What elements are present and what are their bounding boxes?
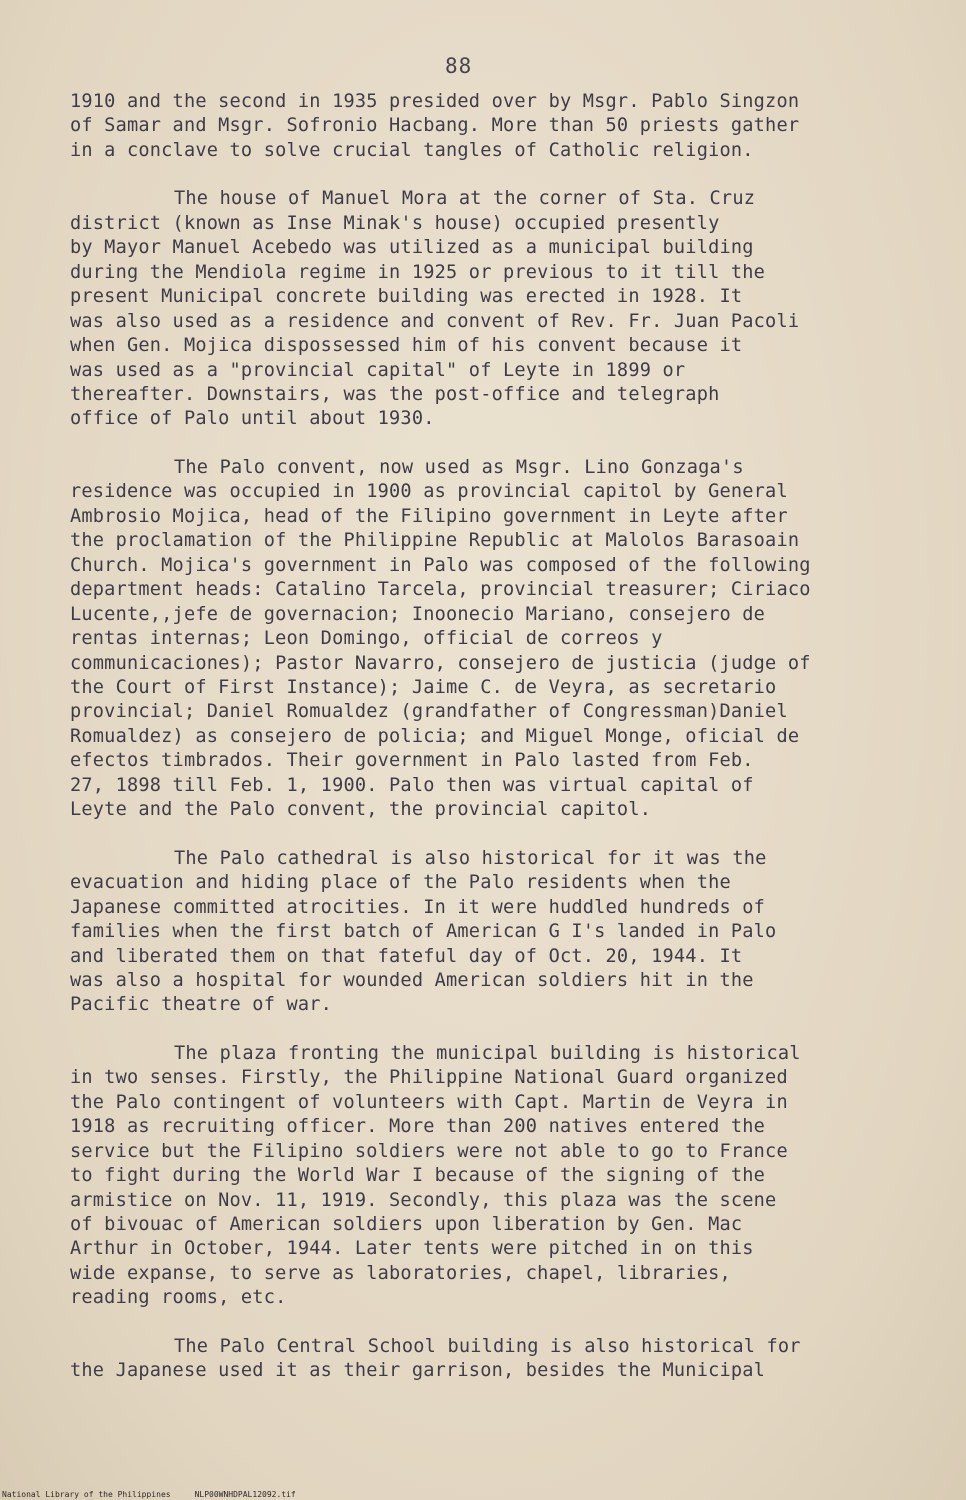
text-line: reading rooms, etc. xyxy=(70,1287,287,1309)
text-line: of bivouac of American soldiers upon liberation by Gen. Mac xyxy=(70,1214,743,1236)
text-line: present Municipal concrete building was erected in 1928. It xyxy=(70,286,743,308)
text-line: Lucente,,jefe de governacion; Inoonecio Mariano, consejero de xyxy=(70,603,766,625)
document-body xyxy=(70,90,900,1408)
text-line: residence was occupied in 1900 as provincial capitol by General xyxy=(70,481,788,503)
text-line: The Palo Central School building is also historical for xyxy=(174,1335,801,1357)
text-line: district (known as Inse Minak's house) occupied presently xyxy=(70,212,720,234)
text-line: armistice on Nov. 11, 1919. Secondly, this plaza was the scene xyxy=(70,1189,777,1211)
text-line: and liberated them on that fateful day of Oct. 20, 1944. It xyxy=(70,945,743,967)
text-line: The plaza fronting the municipal building is historical xyxy=(174,1042,801,1064)
text-line: the Japanese used it as their garrison, besides the Municipal xyxy=(70,1360,766,1382)
text-line: efectos timbrados. Their government in Palo lasted from Feb. xyxy=(70,750,754,772)
text-line: of Samar and Msgr. Sofronio Hacbang. More than 50 priests gather xyxy=(70,115,800,137)
paragraph xyxy=(70,1042,900,1311)
text-line: was also a hospital for wounded American soldiers hit in the xyxy=(70,969,754,991)
text-line: Arthur in October, 1944. Later tents were pitched in on this xyxy=(70,1238,754,1260)
text-line: service but the Filipino soldiers were not able to go to France xyxy=(70,1140,788,1162)
paragraph xyxy=(70,1335,900,1384)
text-line: to fight during the World War I because of the signing of the xyxy=(70,1165,766,1187)
text-line: was used as a "provincial capital" of Leyte in 1899 or xyxy=(70,359,686,381)
text-line: when Gen. Mojica dispossessed him of his convent because it xyxy=(70,335,743,357)
text-line: by Mayor Manuel Acebedo was utilized as a municipal building xyxy=(70,237,754,259)
text-line: during the Mendiola regime in 1925 or previous to it till the xyxy=(70,261,766,283)
text-line: 1918 as recruiting officer. More than 200 natives entered the xyxy=(70,1116,766,1138)
text-line: 1910 and the second in 1935 presided over by Msgr. Pablo Singzon xyxy=(70,91,800,112)
text-line: communicaciones); Pastor Navarro, consejero de justicia (judge of xyxy=(70,652,811,674)
text-line: The Palo convent, now used as Msgr. Lino Gonzaga's xyxy=(174,456,744,478)
text-line: Romualdez) as consejero de policia; and Miguel Monge, oficial de xyxy=(70,725,800,747)
text-line: the Court of First Instance); Jaime C. de Veyra, as secretario xyxy=(70,676,777,698)
text-line: office of Palo until about 1930. xyxy=(70,408,435,430)
text-line: Church. Mojica's government in Palo was composed of the following xyxy=(70,554,811,576)
text-line: Leyte and the Palo convent, the provincial capitol. xyxy=(70,799,652,821)
paragraph xyxy=(70,90,900,163)
text-line: Japanese committed atrocities. In it were huddled hundreds of xyxy=(70,896,766,918)
text-line: The house of Manuel Mora at the corner of Sta. Cruz xyxy=(174,188,756,210)
footer-filename: NLP00WNHDPAL12092.tif xyxy=(194,1490,296,1499)
text-line: Pacific theatre of war. xyxy=(70,994,333,1016)
text-line: Ambrosio Mojica, head of the Filipino government in Leyte after xyxy=(70,505,788,527)
text-line: wide expanse, to serve as laboratories, chapel, libraries, xyxy=(70,1262,731,1284)
page-number: 88 xyxy=(445,54,473,78)
text-line: department heads: Catalino Tarcela, provincial treasurer; Ciriaco xyxy=(70,579,811,601)
text-line: thereafter. Downstairs, was the post-office and telegraph xyxy=(70,383,720,405)
text-line: was also used as a residence and convent of Rev. Fr. Juan Pacoli xyxy=(70,310,800,332)
text-line: evacuation and hiding place of the Palo residents when the xyxy=(70,872,731,894)
paragraph xyxy=(70,847,900,1018)
paragraph xyxy=(70,187,900,432)
text-line: rentas internas; Leon Domingo, official de correos y xyxy=(70,628,663,650)
paragraph xyxy=(70,456,900,823)
text-line: in a conclave to solve crucial tangles of Catholic religion. xyxy=(70,139,754,161)
text-line: families when the first batch of American G I's landed in Palo xyxy=(70,921,777,943)
text-line: in two senses. Firstly, the Philippine National Guard organized xyxy=(70,1067,788,1089)
text-line: the Palo contingent of volunteers with Capt. Martin de Veyra in xyxy=(70,1091,788,1113)
text-line: the proclamation of the Philippine Republic at Malolos Barasoain xyxy=(70,530,800,552)
text-line: The Palo cathedral is also historical for it was the xyxy=(174,847,767,869)
text-line: 27, 1898 till Feb. 1, 1900. Palo then was virtual capital of xyxy=(70,774,754,796)
text-line: provincial; Daniel Romualdez (grandfather of Congressman)Daniel xyxy=(70,701,788,723)
scan-footer xyxy=(2,1490,296,1499)
footer-library: National Library of the Philippines xyxy=(2,1490,171,1499)
